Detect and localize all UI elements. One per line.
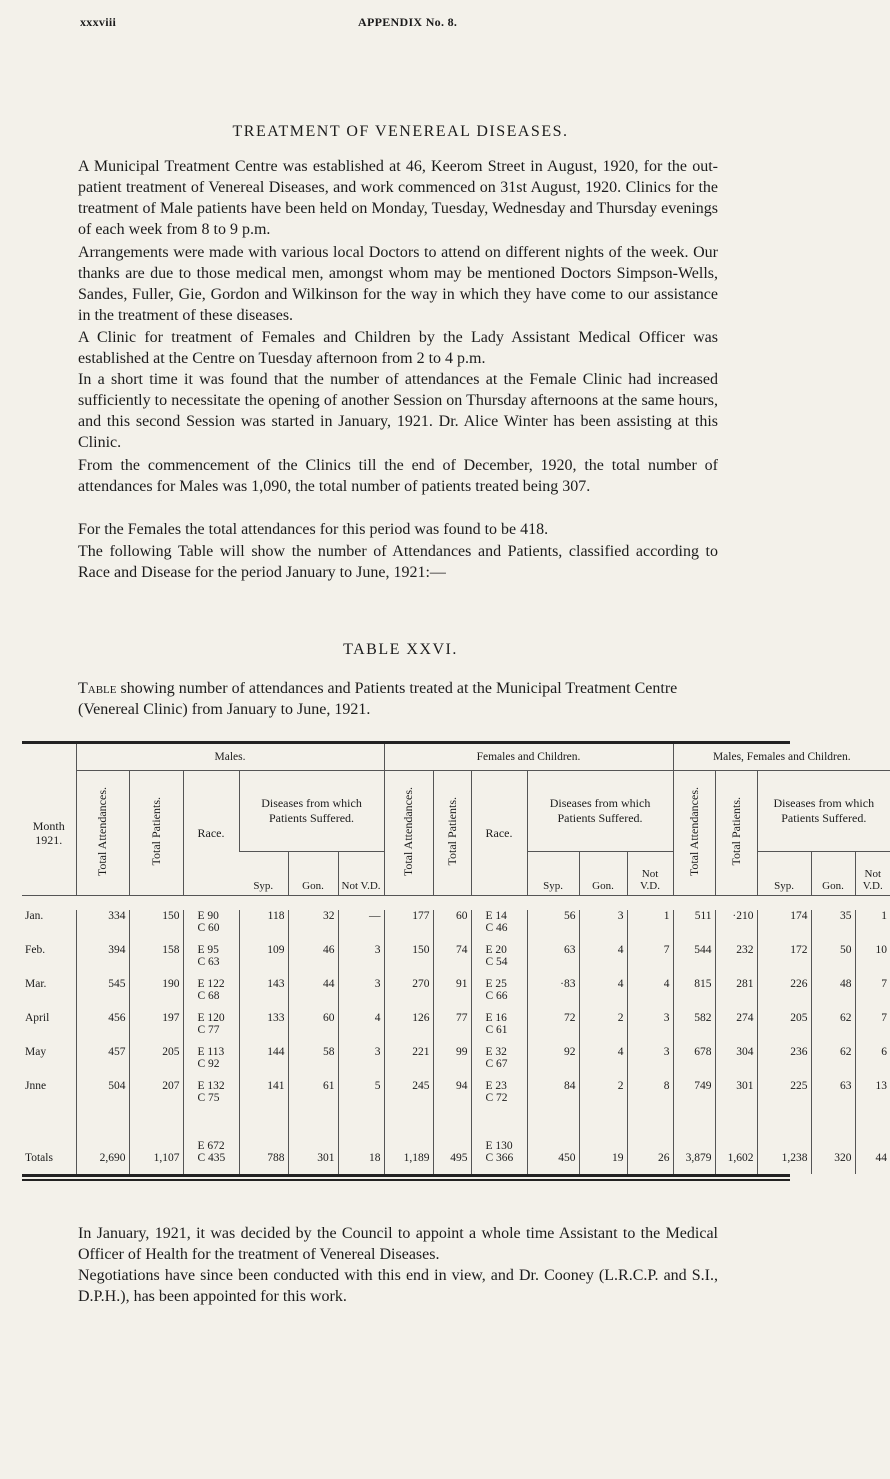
data-table [22, 744, 890, 1174]
f-gon-header: Gon. [579, 852, 627, 896]
table-caption [78, 678, 738, 720]
table-row-totals: Totals 2,690 1,107 E 672 C 435 788 301 18 1,189 495 E 130 C 366 450 19 26 3,879 1,602 1,238 320 44 [22, 1114, 890, 1174]
f-not-header: Not V.D. [627, 852, 673, 896]
a-pat-header: Total Patients. [715, 771, 757, 896]
paragraph-1: A Municipal Treatment Centre was established at 46, Keerom Street in August, 1920, for the out-patient treatment of Venereal Diseases, and work commenced on 31st August, 1920. Clinics for the treatment of Male patients have been held on Monday, Tuesday, Wednesday and Thursday evenings of each week from 8 to 9 p.m. [78, 158, 718, 238]
section-title: TREATMENT OF VENEREAL DISEASES. [232, 123, 569, 140]
table-row-april: April 456 197 E 120 C 77 133 60 4 126 77 E 16 C 61 72 2 3 582 274 205 62 7 [22, 1012, 890, 1046]
table-bottom-rule [22, 1174, 790, 1177]
group-males: Males. [76, 744, 384, 771]
closing-paragraph-1: In January, 1921, it was decided by the Council to appoint a whole time Assistant to the Medical Officer of Health for the treatment of Venereal Diseases. [78, 1225, 718, 1263]
f-pat-header: Total Patients. [433, 771, 471, 896]
a-att-header: Total Attendances. [673, 771, 715, 896]
month-header: Month 1921. [22, 771, 76, 896]
paragraph-7: The following Table will show the number of Attendances and Patients, classified according to Race and Disease for the period January to June, 1921:— [78, 543, 718, 581]
m-gon-header: Gon. [288, 852, 338, 896]
f-att-header: Total Attendances. [384, 771, 433, 896]
caption-rest: showing number of attendances and Patients treated at the Municipal Treatment Centre (Venereal Clinic) from January to June, 1921. [78, 680, 678, 718]
table-row-june: Jnne 504 207 E 132 C 75 141 61 5 245 94 E 23 C 72 84 2 8 749 301 225 63 13 [22, 1080, 890, 1114]
table-title: TABLE XXVI. [343, 641, 458, 658]
m-diseases-header: Diseases from which Patients Suffered. [239, 771, 384, 852]
paragraph-3: A Clinic for treatment of Females and Children by the Lady Assistant Medical Officer was established at the Centre on Tuesday afternoon from 2 to 4 p.m. [78, 329, 718, 367]
group-all: Males, Females and Children. [673, 744, 890, 771]
m-att-header: Total Attendances. [76, 771, 129, 896]
closing-paragraph-2: Negotiations have since been conducted with this end in view, and Dr. Cooney (L.R.C.P. and S.I., D.P.H.), has been appointed for this work. [78, 1267, 718, 1305]
running-title: APPENDIX No. 8. [358, 15, 458, 29]
f-syp-header: Syp. [527, 852, 579, 896]
caption-lead: Table [78, 680, 117, 697]
page-number: xxxviii [80, 15, 117, 29]
f-race-header: Race. [471, 771, 527, 896]
m-race-header: Race. [183, 771, 239, 896]
paragraph-5: From the commencement of the Clinics till the end of December, 1920, the total number of attendances for Males was 1,090, the total number of patients treated being 307. [78, 457, 718, 495]
m-not-header: Not V.D. [338, 852, 384, 896]
a-gon-header: Gon. [811, 852, 855, 896]
table-row-may: May 457 205 E 113 C 92 144 58 3 221 99 E 32 C 67 92 4 3 678 304 236 62 6 [22, 1046, 890, 1080]
a-syp-header: Syp. [757, 852, 811, 896]
table-row-jan: Jan. 334 150 E 90 C 60 118 32 — 177 60 E 14 C 46 56 3 1 511 ·210 174 35 1 [22, 910, 890, 944]
attendance-table [22, 741, 888, 1181]
table-row-mar: Mar. 545 190 E 122 C 68 143 44 3 270 91 E 25 C 66 ·83 4 4 815 281 226 48 7 [22, 978, 890, 1012]
paragraph-4: In a short time it was found that the number of attendances at the Female Clinic had increased sufficiently to necessitate the opening of another Session on Thursday afternoons at the same hours, and this second Session was started in January, 1921. Dr. Alice Winter has been assisting at this Clinic. [78, 371, 718, 451]
group-females: Females and Children. [384, 744, 673, 771]
a-not-header: Not V.D. [855, 852, 890, 896]
a-diseases-header: Diseases from which Patients Suffered. [757, 771, 890, 852]
table-row-feb: Feb. 394 158 E 95 C 63 109 46 3 150 74 E 20 C 54 63 4 7 544 232 172 50 10 [22, 944, 890, 978]
paragraph-6: For the Females the total attendances for this period was found to be 418. [78, 521, 549, 538]
f-diseases-header: Diseases from which Patients Suffered. [527, 771, 673, 852]
m-syp-header: Syp. [239, 852, 288, 896]
paragraph-2: Arrangements were made with various local Doctors to attend on different nights of the week. Our thanks are due to those medical men, amongst whom may be mentioned Doctors Simpson-Wells, Sandes, Fuller, Gie, Gordon and Wilkinson for the way in which they have come to our assistance in the treatment of these diseases. [78, 244, 718, 324]
m-pat-header: Total Patients. [129, 771, 183, 896]
table-bottom-rule-2 [22, 1179, 790, 1181]
